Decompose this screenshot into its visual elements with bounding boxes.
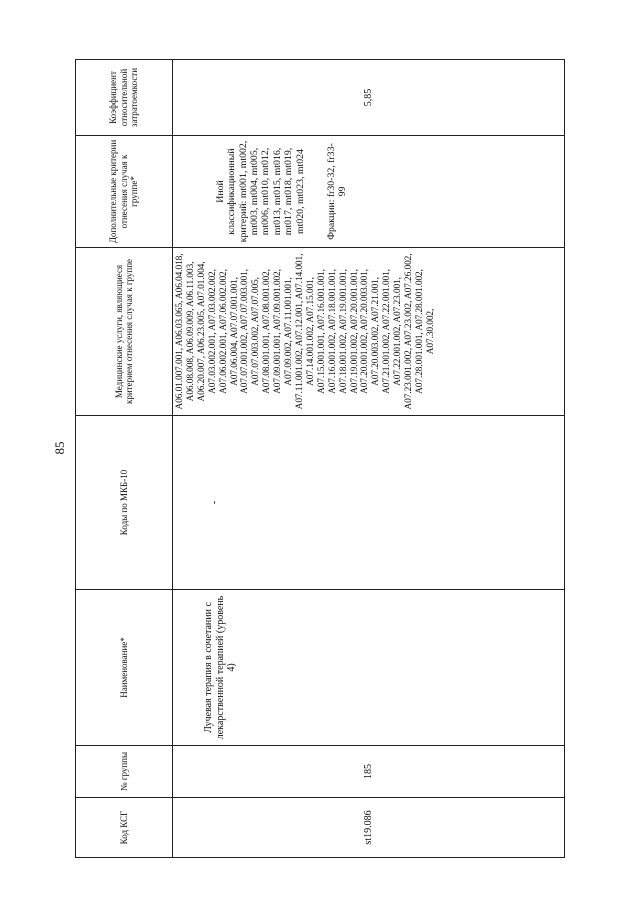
header-medical-services: Медицинские услуги, являющиеся критерием отнесения случая к группе	[76, 248, 173, 416]
header-group-number: № группы	[76, 746, 173, 798]
cell-group-number: 185	[173, 746, 565, 798]
criteria-classification-text: Иной классификационный критерий: mt001, mt002, mt003, mt004, mt005, mt006, mt010, mt012, mt013, mt015, mt016, mt017, mt018, mt019, mt020, mt023, mt024	[215, 140, 306, 243]
header-cost-coefficient: Коэффициент относительной затратоемкости	[76, 60, 173, 136]
table-header-row	[76, 60, 173, 858]
rotated-table-frame	[75, 60, 565, 858]
cell-ksg-code: st19.086	[173, 798, 565, 858]
criteria-fractions-text: Фракции: fr30-32, fr33-99	[325, 143, 349, 240]
page-number: 85	[52, 441, 67, 455]
cell-medical-services: A06.01.007.001, A06.03.065, A06.04.018, A06.08.008, A06.09.009, A06.11.003, A06.20.007, A06.23.005, A07.01.004, A07.03.002.001, A07.03.002.002, A07.06.002.001, A07.06.002.002, A07.06.004, A07.07.001.001, A07.07.001.002, A07.07.003.001, A07.07.003.002, A07.07.005, A07.08.001.001, A07.08.001.002, A07.09.001.001, A07.09.001.002, A07.09.002, A07.11.001.001, A07.11.001.002, A07.12.001, A07.14.001, A07.14.001.002, A07.15.001, A07.15.001.001, A07.16.001.001, A07.16.001.002, A07.18.001.001, A07.18.001.002, A07.19.001.001, A07.19.001.002, A07.20.001.001, A07.20.001.002, A07.20.003.001, A07.20.003.002, A07.21.001, A07.21.001.002, A07.22.001.001, A07.22.001.002, A07.23.001, A07.23.001.002, A07.23.002, A07.26.002, A07.28.001.001, A07.28.001.002, A07.30.002,	[173, 248, 565, 416]
cell-mkb-codes: -	[173, 416, 565, 590]
cell-name: Лучевая терапия в сочетании с лекарственной терапией (уровень 4)	[173, 590, 565, 746]
ksg-table	[75, 59, 565, 858]
cell-cost-coefficient: 5,85	[173, 60, 565, 136]
header-additional-criteria: Дополнительные критерии отнесения случая к группе*	[76, 136, 173, 248]
table-row	[173, 60, 565, 858]
header-ksg-code: Код КСГ	[76, 798, 173, 858]
cell-additional-criteria	[173, 136, 565, 248]
header-name: Наименование*	[76, 590, 173, 746]
header-mkb-codes: Коды по МКБ-10	[76, 416, 173, 590]
